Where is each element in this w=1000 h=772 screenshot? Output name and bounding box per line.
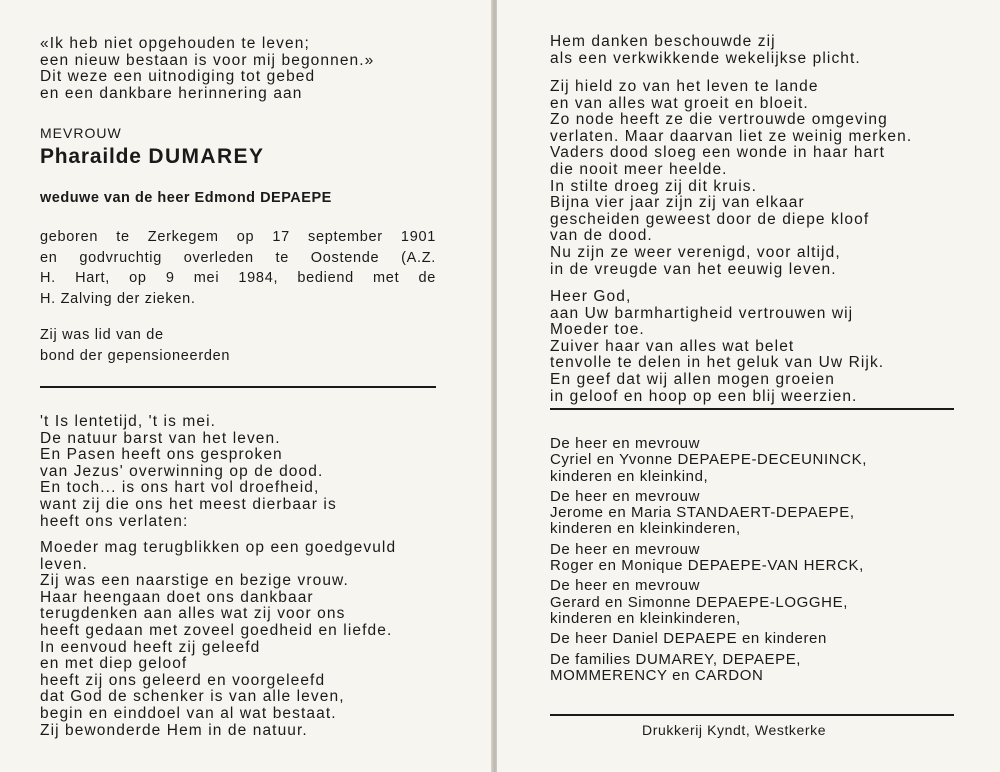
text-line: Zij was lid van de <box>40 327 164 343</box>
printer-credit: Drukkerij Kyndt, Westkerke <box>642 722 827 738</box>
text-line: En toch... is ons hart vol droefheid, <box>40 479 320 497</box>
text-line: die nooit meer heelde. <box>550 160 728 178</box>
divider <box>40 386 436 388</box>
text-line: Vaders dood sloeg een wonde in haar hart <box>550 144 885 162</box>
text-line: Haar heengaan doet ons dankbaar <box>40 588 314 606</box>
text-line: Heer God, <box>550 288 632 305</box>
poem-stanza-2 <box>40 540 396 739</box>
prayer <box>550 289 884 405</box>
text-line: tenvolle te delen in het geluk van Uw Rijk. <box>550 354 885 372</box>
family-list <box>550 436 867 684</box>
text-line: MOMMERENCY en CARDON <box>550 666 764 684</box>
text-line: in de vreugde van het eeuwig leven. <box>550 260 837 278</box>
text-line: in geloof en hoop op een blij weerzien. <box>550 387 858 405</box>
text-line: In stilte droeg zij dit kruis. <box>550 177 758 195</box>
text-line: Zij hield zo van het leven te lande <box>550 78 819 95</box>
text-line: verlaten. Maar daarvan liet ze weinig merken. <box>550 127 913 145</box>
text-line: kinderen en kleinkinderen, <box>550 520 741 538</box>
honorific-label: MEVROUW <box>40 125 122 141</box>
text-line: leven. <box>40 555 88 573</box>
text-line: Zij was een naarstige en bezige vrouw. <box>40 572 349 590</box>
text-line: De heer en mevrouw <box>550 487 701 505</box>
text-line: dat God de schenker is van alle leven, <box>40 688 345 706</box>
poem-stanza-1 <box>40 414 337 530</box>
text-line: Jerome en Maria STANDAERT-DEPAEPE, <box>550 504 855 522</box>
text-line: begin en einddoel van al wat bestaat. <box>40 704 337 722</box>
first-name: Pharailde <box>40 145 142 168</box>
text-line: Bijna vier jaar zijn zij van elkaar <box>550 194 805 212</box>
text-line: een nieuw bestaan is voor mij begonnen.» <box>40 51 375 69</box>
divider <box>550 408 954 410</box>
text-line: De heer en mevrouw <box>550 577 701 595</box>
membership <box>40 325 230 366</box>
family-group <box>550 542 867 575</box>
text-line: De natuur barst van het leven. <box>40 429 281 447</box>
text-line: aan Uw barmhartigheid vertrouwen wij <box>550 304 854 322</box>
text-line: Dit weze een uitnodiging tot gebed <box>40 68 316 86</box>
right-paragraph-1 <box>550 34 861 67</box>
text-line: van de dood. <box>550 227 653 245</box>
text-line: De heer Daniel DEPAEPE en kinderen <box>550 630 827 648</box>
family-group <box>550 631 867 647</box>
deceased-name <box>40 145 264 169</box>
text-line: H. Hart, op 9 mei 1984, bediend met de <box>40 270 436 286</box>
text-line: en met diep geloof <box>40 655 188 673</box>
family-group <box>550 652 867 685</box>
right-page <box>497 0 1000 772</box>
text-line: Moeder mag terugblikken op een goedgevuld <box>40 539 397 556</box>
widow-line: weduwe van de heer Edmond DEPAEPE <box>40 190 332 206</box>
birth-death-details <box>40 227 436 309</box>
text-line: 't Is lentetijd, 't is mei. <box>40 413 217 430</box>
text-line: «Ik heb niet opgehouden te leven; <box>40 35 310 52</box>
text-line: en een dankbare herinnering aan <box>40 84 303 102</box>
text-line: Zo node heeft ze die vertrouwde omgeving <box>550 111 888 129</box>
text-line: Gerard en Simonne DEPAEPE-LOGGHE, <box>550 593 848 611</box>
text-line: heeft zij ons geleerd en voorgeleefd <box>40 671 326 689</box>
text-line: en van alles wat groeit en bloeit. <box>550 94 809 112</box>
text-line: gescheiden geweest door de diepe kloof <box>550 210 870 228</box>
text-line: en godvruchtig overleden te Oostende (A.Z. <box>40 249 436 266</box>
family-group <box>550 578 867 627</box>
text-line: kinderen en kleinkinderen, <box>550 609 741 627</box>
text-line: In eenvoud heeft zij geleefd <box>40 638 261 656</box>
text-line: Cyriel en Yvonne DEPAEPE-DECEUNINCK, <box>550 451 867 469</box>
text-line: Nu zijn ze weer verenigd, voor altijd, <box>550 243 841 261</box>
text-line: De heer en mevrouw <box>550 435 701 452</box>
text-line: H. Zalving der zieken. <box>40 290 196 307</box>
text-line: Zij bewonderde Hem in de natuur. <box>40 721 308 739</box>
text-line: En geef dat wij allen mogen groeien <box>550 370 835 388</box>
surname: DUMAREY <box>148 145 265 168</box>
text-line: als een verkwikkende wekelijkse plicht. <box>550 49 861 67</box>
text-line: van Jezus' overwinning op de dood. <box>40 462 324 480</box>
text-line: Zuiver haar van alles wat belet <box>550 337 795 355</box>
text-line: terugdenken aan alles wat zij voor ons <box>40 605 346 623</box>
text-line: De families DUMAREY, DEPAEPE, <box>550 650 802 668</box>
intro-quote <box>40 36 374 102</box>
text-line: heeft gedaan met zoveel goedheid en liefde. <box>40 621 393 639</box>
family-group <box>550 436 867 485</box>
divider <box>550 714 954 716</box>
text-line: Roger en Monique DEPAEPE-VAN HERCK, <box>550 557 864 575</box>
left-page <box>0 0 493 772</box>
text-line: kinderen en kleinkind, <box>550 467 709 485</box>
text-line: bond der gepensioneerden <box>40 347 231 364</box>
text-line: Moeder toe. <box>550 321 645 339</box>
text-line: En Pasen heeft ons gesproken <box>40 446 283 464</box>
text-line: geboren te Zerkegem op 17 september 1901 <box>40 229 436 245</box>
text-line: Hem danken beschouwde zij <box>550 33 776 50</box>
family-group <box>550 489 867 538</box>
text-line: want zij die ons het meest dierbaar is <box>40 495 337 513</box>
text-line: heeft ons verlaten: <box>40 512 189 530</box>
text-line: De heer en mevrouw <box>550 540 701 558</box>
right-paragraph-2 <box>550 79 912 278</box>
